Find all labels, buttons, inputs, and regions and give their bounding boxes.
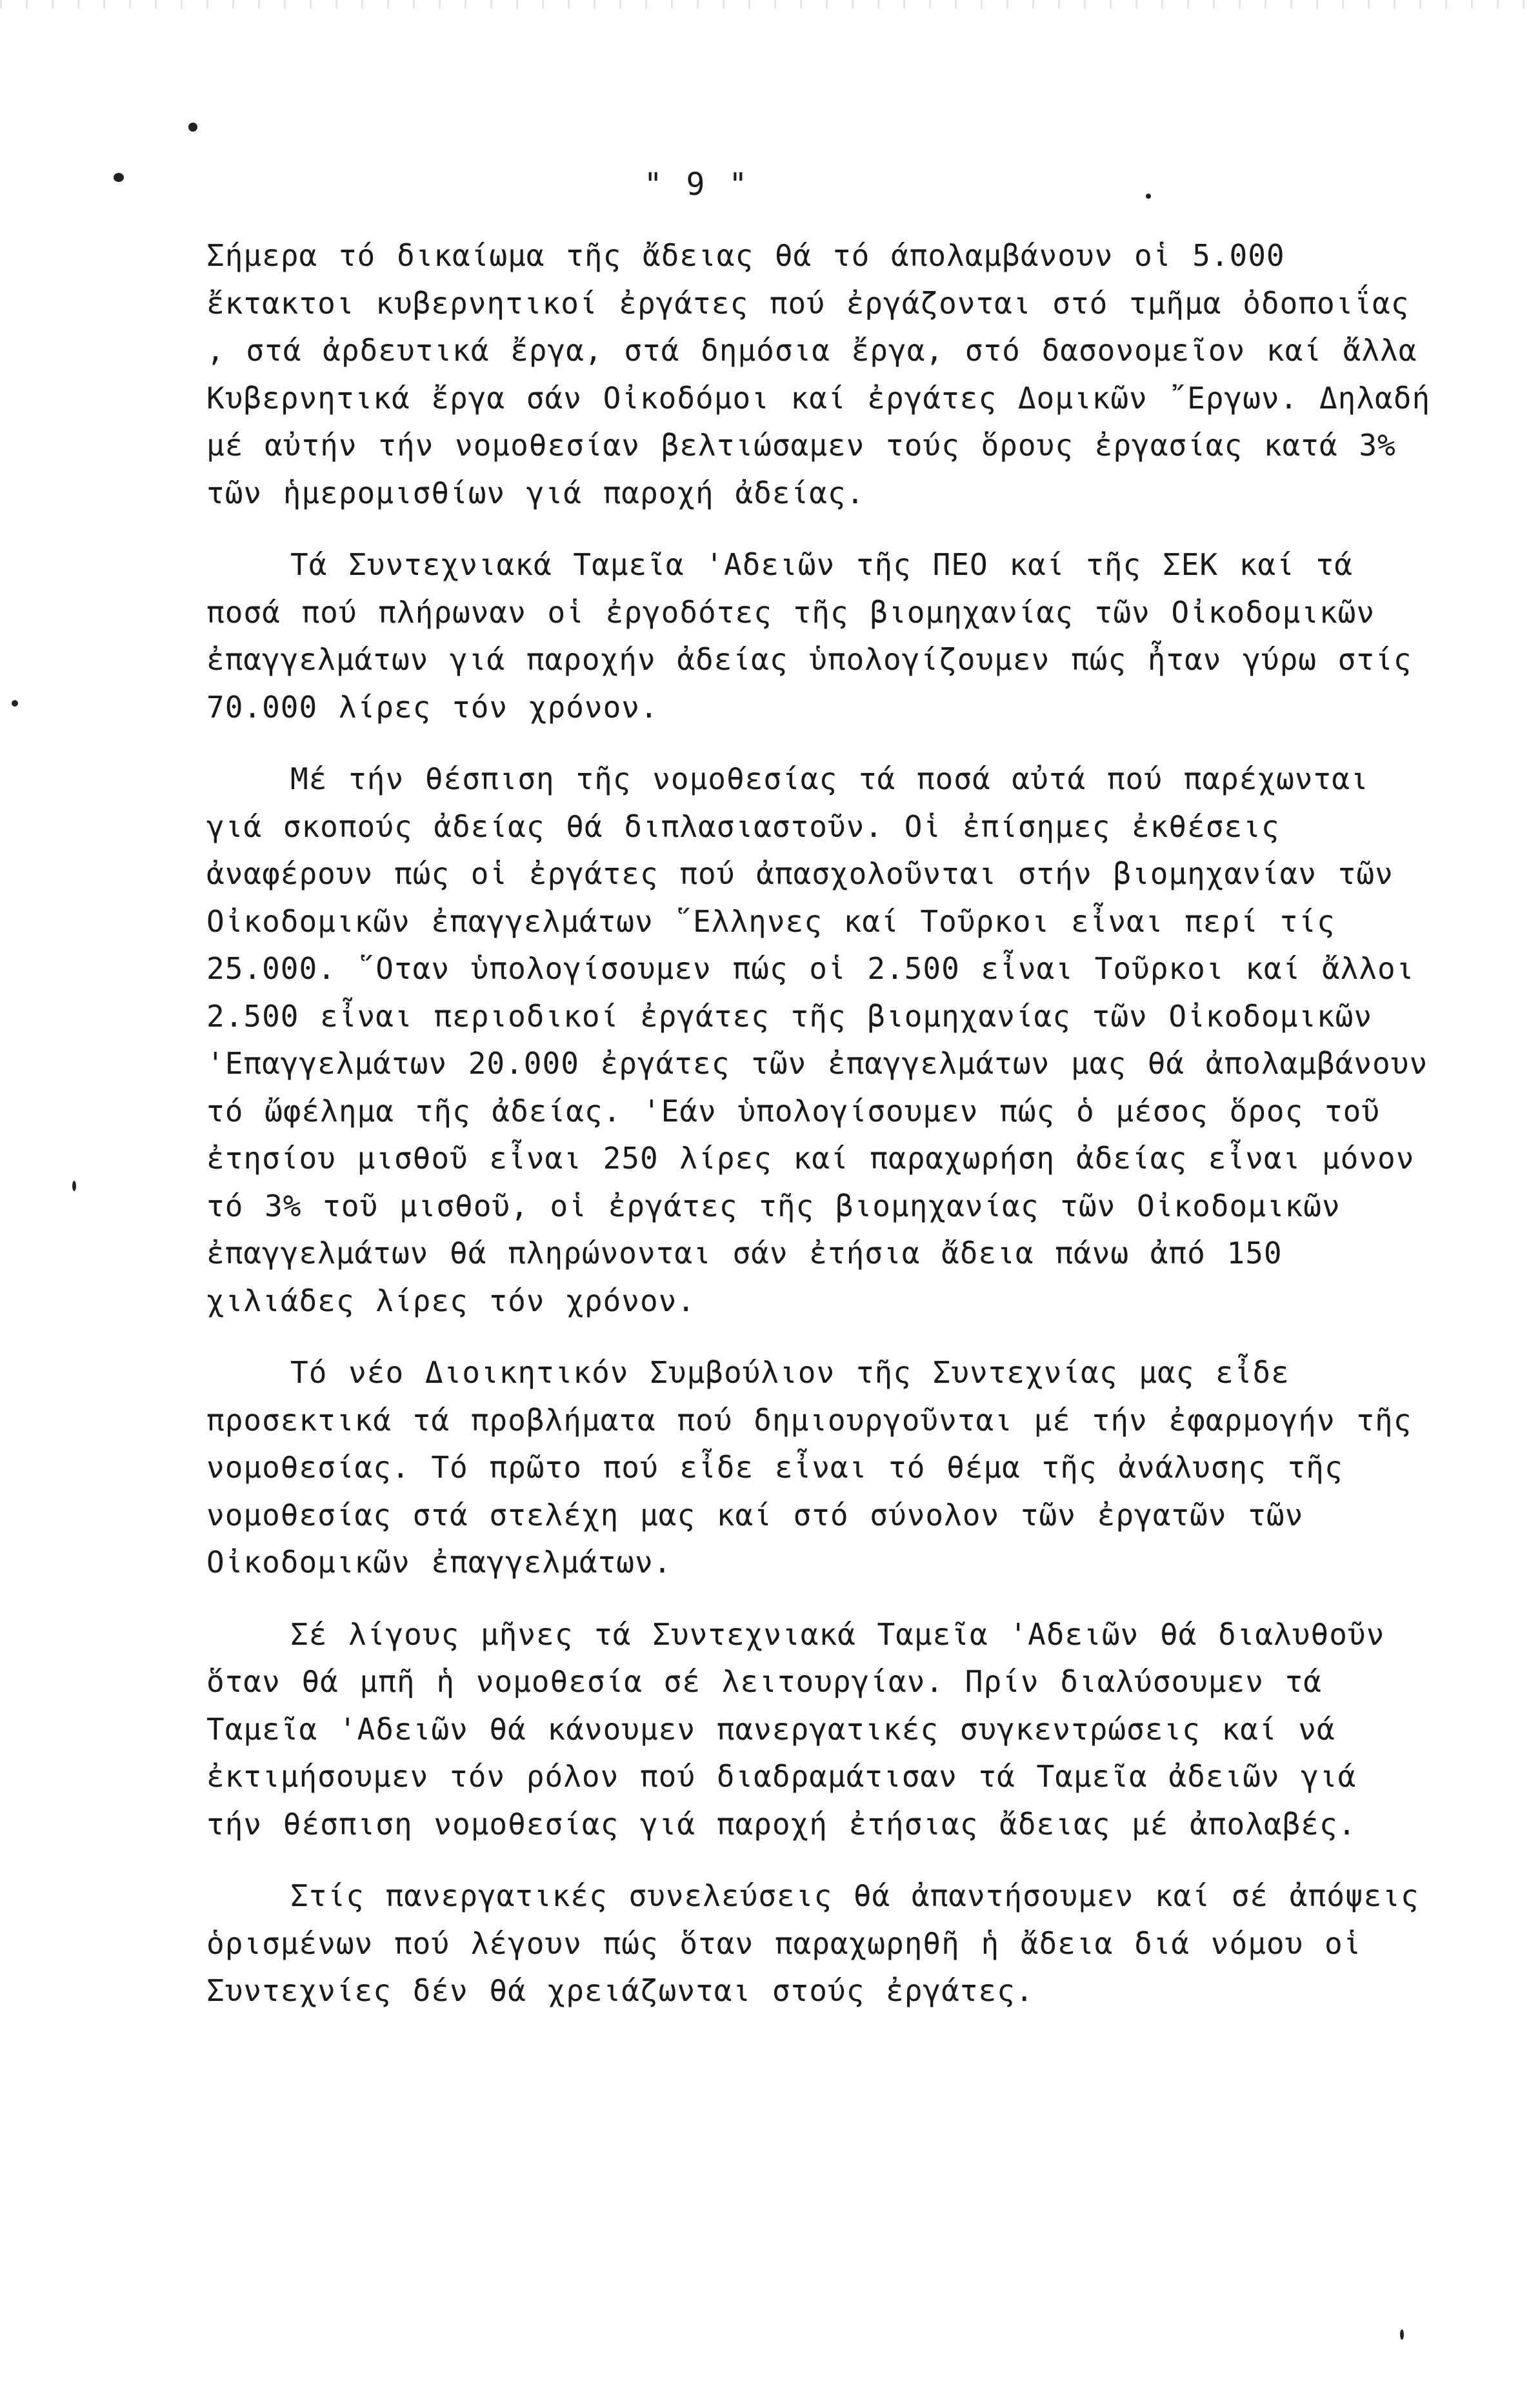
page-number: " 9 " (643, 166, 750, 203)
scan-speck (72, 1181, 76, 1191)
scan-speck (188, 123, 197, 132)
paragraph-2: Τά Συντεχνιακά Ταμεῖα 'Αδειῶν τῆς ΠΕΟ καί τῆς ΣΕΚ καί τά ποσά πού πλήρωναν οἱ ἐργοδότες τῆς βιομηχανίας τῶν Οἰκοδομικῶν ἐπαγγελμάτων γιά παροχήν ἀδείας ὑπολογίζουμεν πώς ἦταν γύρω στίς 70.000 λίρες τόν χρόνον. (206, 547, 1412, 725)
paragraph-3: Μέ τήν θέσπιση τῆς νομοθεσίας τά ποσά αὐτά πού παρέχωνται γιά σκοπούς ἀδείας θά διπλασιαστοῦν. Οἱ ἐπίσημες ἐκθέσεις ἀναφέρουν πώς οἱ ἐργάτες πού ἀπασχολοῦνται στήν βιομηχανίαν τῶν Οἰκοδομικῶν ἐπαγγελμάτων ῞Ελληνες καί Τοῦρκοι εἶναι περί τίς 25.000. ῞Οταν ὑπολογίσουμεν πώς οἱ 2.500 εἶναι Τοῦρκοι καί ἄλλοι 2.500 εἶναι περιοδικοί ἐργάτες τῆς βιομηχανίας τῶν Οἰκοδομικῶν 'Επαγγελμάτων 20.000 ἐργάτες τῶν ἐπαγγελμάτων μας θά ἀπολαμβάνουν τό ὤφέλημα τῆς ἀδείας. 'Εάν ὑπολογίσουμεν πώς ὁ μέσος ὅρος τοῦ ἐτησίου μισθοῦ εἶναι 250 λίρες καί παραχωρήση ἀδείας εἶναι μόνον τό 3% τοῦ μισθοῦ, οἱ ἐργάτες τῆς βιομηχανίας τῶν Οἰκοδομικῶν ἐπαγγελμάτων θά πληρώνονται σάν ἐτήσια ἄδεια πάνω ἀπό 150 χιλιάδες λίρες τόν χρόνον. (206, 761, 1428, 1318)
body-text (206, 232, 1432, 2040)
paragraph-1: Σήμερα τό δικαίωμα τῆς ἄδειας θά τό άπολαμβάνουν οἱ 5.000 ἔκτακτοι κυβερνητικοί ἐργάτες πού ἐργάζονται στό τμῆμα ὀδοποιΐας , στά ἀρδευτικά ἔργα, στά δημόσια ἔργα, στό δασονομεῖον καί ἄλλα Κυβερνητικά ἔργα σάν Οἰκοδόμοι καί ἐργάτες Δομικῶν ῎Εργων. Δηλαδή μέ αὐτήν τήν νομοθεσίαν βελτιώσαμεν τούς ὅρους ἐργασίας κατά 3% τῶν ἡμερομισθίων γιά παροχή ἀδείας. (206, 238, 1431, 510)
paragraph-4: Τό νέο Διοικητικόν Συμβούλιον τῆς Συντεχνίας μας εἶδε προσεκτικά τά προβλήματα πού δημιουργοῦνται μέ τήν ἐφαρμογήν τῆς νομοθεσίας. Τό πρῶτο πού εἶδε εἶναι τό θέμα τῆς ἀνάλυσης τῆς νομοθεσίας στά στελέχη μας καί στό σύνολον τῶν ἐργατῶν τῶν Οἰκοδομικῶν ἐπαγγελμάτων. (206, 1355, 1412, 1580)
paragraph-5: Σέ λίγους μῆνες τά Συντεχνιακά Ταμεῖα 'Αδειῶν θά διαλυθοῦν ὅταν θά μπῆ ἡ νομοθεσία σέ λειτουργίαν. Πρίν διαλύσουμεν τά Ταμεῖα 'Αδειῶν θά κάνουμεν πανεργατικές συγκεντρώσεις καί νά ἐκτιμήσουμεν τόν ρόλον πού διαδραμάτισαν τά Ταμεῖα ἀδειῶν γιά τήν θέσπιση νομοθεσίας γιά παροχή ἐτήσιας ἄδειας μέ ἀπολαβές. (206, 1616, 1385, 1842)
scan-speck (12, 700, 18, 707)
paragraph-6: Στίς πανεργατικές συνελεύσεις θά ἀπαντήσουμεν καί σέ ἀπόψεις ὁρισμένων πού λέγουν πώς ὅταν παραχωρηθῆ ἡ ἄδεια διά νόμου οἱ Συντεχνίες δέν θά χρειάζωνται στούς ἐργάτες. (206, 1878, 1419, 2008)
scan-noise-strip (0, 0, 1540, 9)
scan-speck (1400, 2329, 1404, 2340)
